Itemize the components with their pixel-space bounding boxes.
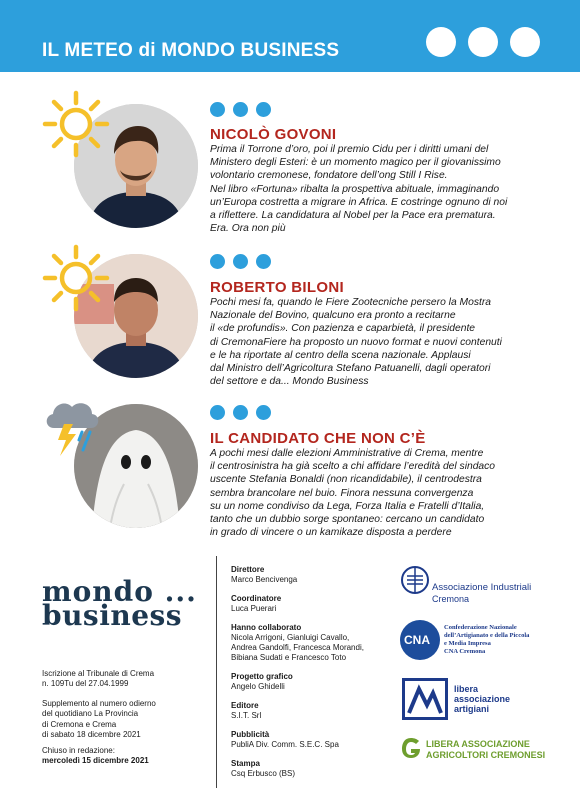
credit-value: Bibiana Sudati e Francesco Toto [231,653,347,662]
text-line: Nel libro «Fortuna» ribalta la prospettiva abituale, immaginando [210,183,500,195]
credit-role: Hanno collaborato [231,623,302,632]
industriali-name: Associazione Industriali [432,582,532,593]
credits [231,565,396,788]
supplement-line: del quotidiano La Provincia [42,709,139,719]
sun-icon [42,90,110,158]
text-line: dal Ministro dell’Agricoltura Stefano Patuanelli, dagli operatori [210,363,491,375]
text-line: Prima il Torrone d’oro, poi il premio Cidu per i diritti umani del [210,144,489,155]
credit-value: Angelo Ghidelli [231,682,285,691]
logo-line-1: mondo ... [42,575,197,608]
credit-value: Andrea Gandolfi, Francesca Morandi, [231,643,364,652]
entry-text [210,447,550,539]
credit-editore [231,701,396,721]
entry-name: NICOLÒ GOVONI [210,126,337,143]
rating-dot-icon [233,405,248,420]
text-line: Ministero degli Esteri: è un momento magico per il giovanissimo [210,157,501,169]
text-line: sembra brancolare nel buio. Finora nessuna convergenza [210,487,474,499]
industriali-city: Cremona [432,594,470,604]
rating-dot-icon [256,254,271,269]
credit-role: Editore [231,701,259,710]
artigiani-line: artigiani [454,704,490,714]
header-dots [426,27,540,57]
entry-text [210,143,550,235]
entry-name: IL CANDIDATO CHE NON C’È [210,430,426,447]
text-line: volontario cremonese, fondatore dell’ong Still I Rise. [210,170,448,182]
text-line: e le ha riportate al centro della scena nazionale. Applausi [210,349,471,361]
supplement-line: di sabato 18 dicembre 2021 [42,730,141,740]
credit-value: PubliA Div. Comm. S.E.C. Spa [231,740,339,749]
closing-date: mercoledì 15 dicembre 2021 [42,756,149,766]
cna-text [444,624,529,656]
credit-value: Luca Puerari [231,604,277,613]
credit-role: Direttore [231,565,265,574]
text-line: Era. Ora non più [210,223,286,235]
text-line: un’Europa costretta a migrare in Africa. E costringe ognuno di noi [210,196,508,208]
text-line: su un nome condiviso da Lega, Forza Italia e Fratelli d’Italia, [210,500,485,512]
supplement-info [42,699,156,741]
dot-icon [510,27,540,57]
text-line: Pochi mesi fa, quando le Fiere Zootecniche persero la Mostra [210,297,492,308]
logo-line-2: business [42,599,183,632]
text-line: uscente Stefania Bonaldi (non ricandidabile), il centrodestra [210,474,482,486]
credit-role: Pubblicità [231,730,270,739]
credit-role: Progetto grafico [231,672,293,681]
credit-role: Stampa [231,759,260,768]
text-line: il «de profundis». Con pazienza e caparbietà, il presidente [210,323,476,335]
credit-value: S.I.T. Srl [231,711,262,720]
credit-progetto-grafico [231,672,396,692]
text-line: in grado di vincere o un kamikaze disposta a perdere [210,527,452,539]
registration-info [42,669,154,690]
closing-info [42,746,149,767]
supplement-line: Supplemento al numero odierno [42,699,156,708]
closing-label: Chiuso in redazione: [42,746,115,755]
cna-mark: CNA [404,633,430,647]
credit-role: Coordinatore [231,594,282,603]
registration-tribunal: Iscrizione al Tribunale di Crema [42,669,155,678]
dot-icon [426,27,456,57]
storm-icon [42,394,102,458]
sun-icon [42,244,110,312]
rating-dot-icon [233,102,248,117]
text-line: di CremonaFiere ha proposto un nuovo format e nuovi contenuti [210,336,502,348]
rating-dot-icon [210,405,225,420]
mondo-business-logo [42,575,197,632]
credit-stampa [231,759,396,779]
entry-text [210,296,550,388]
registration-number: n. 109Tu del 27.04.1999 [42,679,129,689]
rating-dots [210,254,271,269]
credit-value: Marco Bencivenga [231,575,298,584]
credit-value: Nicola Arrigoni, Gianluigi Cavallo, [231,633,350,642]
artigiani-emblem-icon [402,678,448,720]
entry-name: ROBERTO BILONI [210,279,344,296]
text-line: a riflettere. La candidatura al Nobel per la Pace era prematura. [210,210,496,222]
footer-divider [216,556,217,788]
cna-line: dell’Artigianato e della Piccola [444,632,530,639]
artigiani-line: libera [454,684,479,694]
rating-dots [210,405,271,420]
rating-dot-icon [233,254,248,269]
rating-dot-icon [256,102,271,117]
rating-dot-icon [210,254,225,269]
rating-dots [210,102,271,117]
text-line: Nazionale del Bovino, qualcuno era pronto a recitarne [210,310,456,322]
agricoltori-line: AGRICOLTORI CREMONESI [426,749,546,760]
rating-dot-icon [256,405,271,420]
dot-icon [468,27,498,57]
page-header [0,0,580,72]
credit-value: Csq Erbusco (BS) [231,769,296,778]
logo-cna [400,618,550,662]
credit-coordinatore [231,594,396,614]
artigiani-text [454,684,510,714]
logo-libera-associazione-agricoltori [400,734,550,764]
credit-pubblicita [231,730,396,750]
text-line: del settore e da... Mondo Business [210,376,369,388]
agricoltori-line: LIBERA ASSOCIAZIONE [426,739,530,749]
cna-line: CNA Cremona [444,648,486,655]
artigiani-line: associazione [454,694,511,704]
cna-line: e Media Impresa [444,640,491,647]
logo-libera-associazione-artigiani [400,676,550,722]
credit-collaboratori [231,623,396,663]
agricoltori-text [426,739,545,760]
logo-associazione-industriali [400,562,550,610]
agricoltori-emblem-icon [400,736,422,760]
credit-direttore [231,565,396,585]
rating-dot-icon [210,102,225,117]
text-line: A pochi mesi dalle elezioni Amministrative di Crema, mentre [210,448,484,459]
industriali-emblem-icon [400,564,430,596]
supplement-line: di Cremona e Crema [42,719,117,729]
text-line: tanto che un dubbio sorge spontaneo: cercano un candidato [210,514,485,526]
page-title: IL METEO di MONDO BUSINESS [42,40,340,61]
cna-line: Confederazione Nazionale [444,624,517,631]
text-line: il centrosinistra ha già scelto a chi affidare l’eredità del sindaco [210,461,496,473]
